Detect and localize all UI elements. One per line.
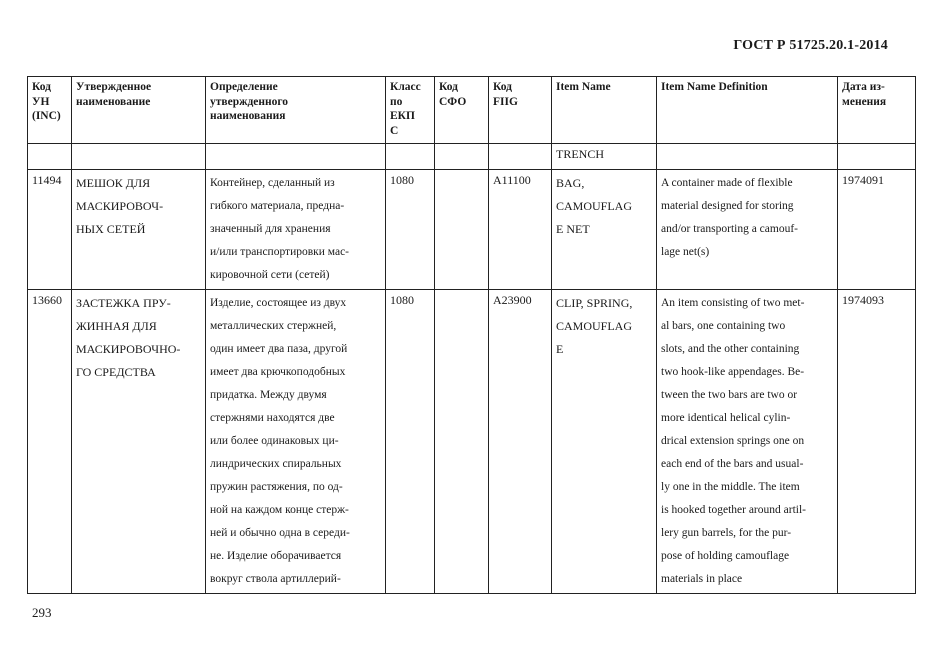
header-sfo-code: Код СФО	[435, 77, 489, 144]
page-number: 293	[32, 605, 52, 620]
change-date: 1974093	[838, 290, 916, 594]
header-row	[28, 77, 916, 144]
header-fiig-code: Код FIIG	[489, 77, 552, 144]
item-spec-table	[27, 76, 916, 594]
continuation-row	[28, 144, 916, 170]
header-approved-name: Утвержденное наименование	[72, 77, 206, 144]
item-name: BAG, CAMOUFLAG E NET	[552, 170, 657, 290]
header-definition: Определение утвержденного наименования	[206, 77, 386, 144]
item-definition: An item consisting of two met- al bars, one containing two slots, and the other containing two hook-like appendages. Be- tween the two bars are two or more identical helical cylin- drical extension springs one on each end of the bars and usual- ly one in the middle. The item is hooked together around artil- lery gun barrels, for the pur- pose of holding camouflage materials in place	[657, 290, 838, 594]
header-item-definition: Item Name Definition	[657, 77, 838, 144]
fiig-code: A23900	[489, 290, 552, 594]
header-inc: Код УН (INC)	[28, 77, 72, 144]
ekps-class: 1080	[386, 170, 435, 290]
item-definition: A container made of flexible material designed for storing and/or transporting a camouf- lage net(s)	[657, 170, 838, 290]
change-date: 1974091	[838, 170, 916, 290]
continuation-item-name: TRENCH	[552, 144, 657, 170]
item-name: CLIP, SPRING, CAMOUFLAG E	[552, 290, 657, 594]
ekps-class: 1080	[386, 290, 435, 594]
fiig-code: A11100	[489, 170, 552, 290]
sfo-code	[435, 290, 489, 594]
header-item-name: Item Name	[552, 77, 657, 144]
table-row	[28, 170, 916, 290]
table-row	[28, 290, 916, 594]
inc-code: 11494	[28, 170, 72, 290]
standard-designation: ГОСТ Р 51725.20.1-2014	[733, 38, 888, 53]
sfo-code	[435, 170, 489, 290]
header-ekps-class: Класс по ЕКП С	[386, 77, 435, 144]
approved-name: ЗАСТЕЖКА ПРУ- ЖИННАЯ ДЛЯ МАСКИРОВОЧНО- ГО СРЕДСТВА	[72, 290, 206, 594]
header-change-date: Дата из- менения	[838, 77, 916, 144]
inc-code: 13660	[28, 290, 72, 594]
approved-name: МЕШОК ДЛЯ МАСКИРОВОЧ- НЫХ СЕТЕЙ	[72, 170, 206, 290]
definition: Изделие, состоящее из двух металлических стержней, один имеет два паза, другой имеет два крючкоподобных придатка. Между двумя стержнями находятся две или более одинаковых ци- линдрических спиральных пружин растяжения, по од- ной на каждом конце стерж- ней и обычно одна в середи- не. Изделие оборачивается вокруг ствола артиллерий-	[206, 290, 386, 594]
definition: Контейнер, сделанный из гибкого материала, предна- значенный для хранения и/или транспортировки мас- кировочной сети (сетей)	[206, 170, 386, 290]
